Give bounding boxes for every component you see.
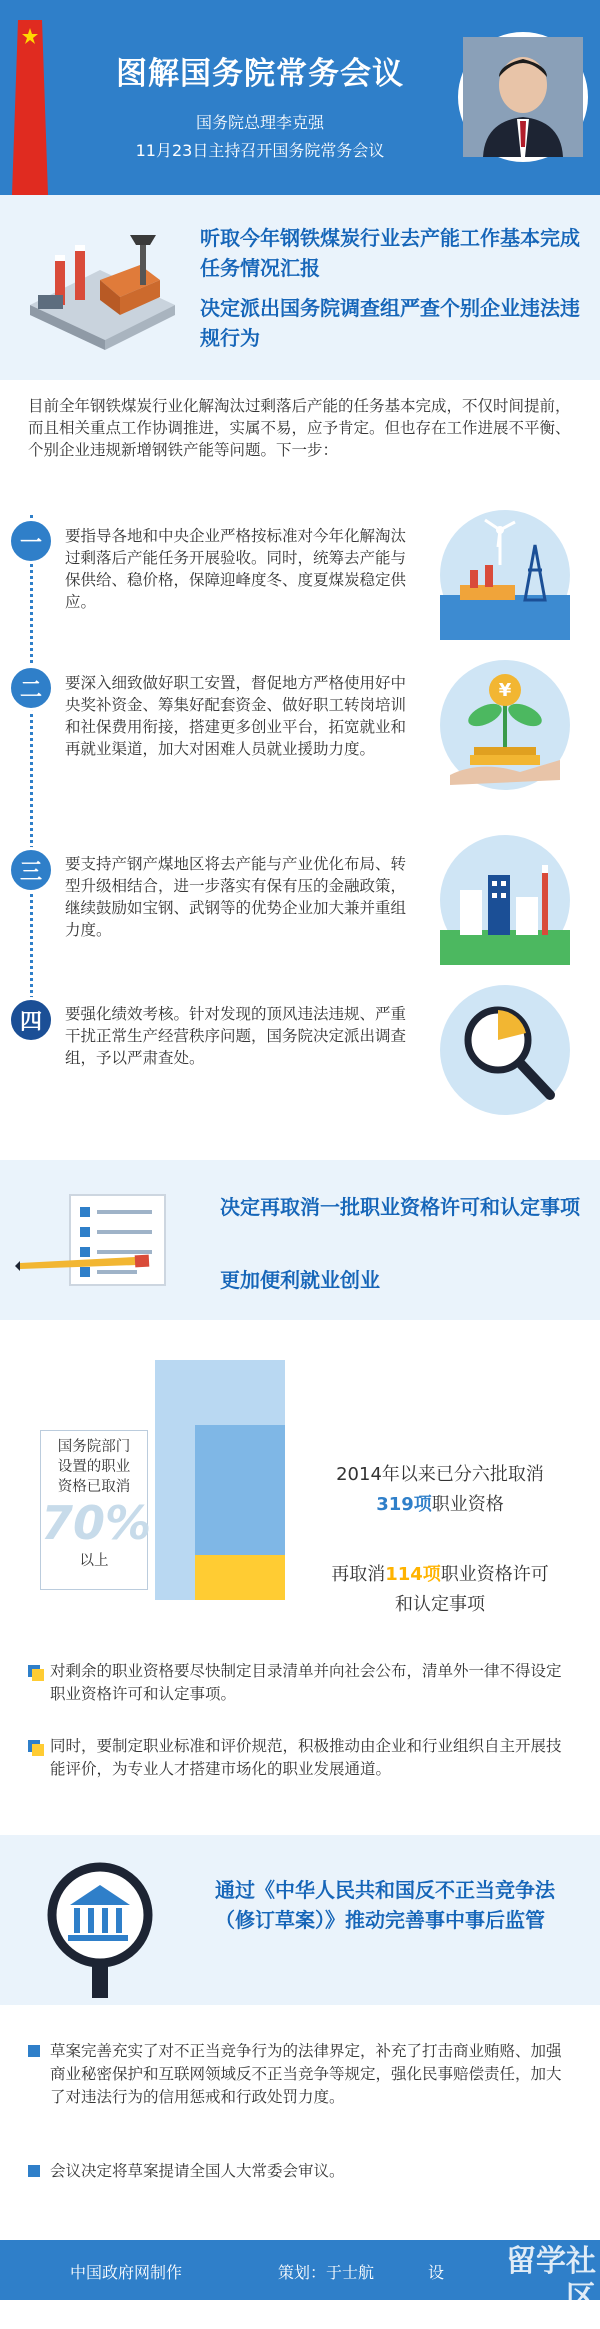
law-magnifier-icon (30, 1850, 180, 2000)
percent-box-line1: 国务院部门 (57, 1439, 131, 1455)
stat1-number: 319项 (376, 1494, 432, 1515)
section1-heading2: 决定派出国务院调查组严查个别企业违法违规行为 (200, 296, 580, 350)
stat1-prefix: 2014年以来已分六批取消 (336, 1464, 544, 1485)
section3-bullet-2 (28, 2160, 576, 2183)
footer (0, 2240, 600, 2329)
section2-header (0, 1160, 600, 1320)
bullet-square-icon (28, 2045, 40, 2057)
section2-heading1: 决定再取消一批职业资格许可和认定事项 (220, 1195, 580, 1219)
page-title: 图解国务院常务会议 (116, 56, 404, 92)
stat2-number: 114项 (385, 1564, 441, 1585)
section2-bullet-2 (28, 1735, 576, 1781)
section3-header (0, 1835, 600, 2005)
step-text-3: 要支持产钢产煤地区将去产能与产业优化布局、转型升级相结合，进一步落实有保有压的金融政策，继续鼓励如宝钢、武钢等的优势企业加大兼并重组力度。 (65, 855, 407, 939)
footer-producer: 中国政府网制作 (70, 2263, 183, 2282)
meeting-date: 11月23日主持召开国务院常务会议 (135, 141, 385, 160)
energy-supply-icon (440, 510, 570, 640)
stat-new-cancellation (300, 1560, 580, 1620)
qualification-stats (0, 1335, 600, 1615)
section3-bullet-1 (28, 2040, 576, 2109)
stat1-suffix: 职业资格 (431, 1494, 504, 1515)
section2-bullet-1-text: 对剩余的职业资格要尽快制定目录清单并向社会公布，清单外一律不得设定职业资格许可和认定事项。 (50, 1662, 562, 1703)
timeline-line (30, 515, 33, 1035)
section1-heading1: 听取今年钢铁煤炭行业去产能工作基本完成任务情况汇报 (200, 226, 580, 280)
step-text-1: 要指导各地和中央企业严格按标准对今年化解淘汰过剩落后产能任务开展验收。同时，统筹去产能与保供给、稳价格，保障迎峰度冬、度夏煤炭稳定供应。 (65, 527, 407, 611)
header-banner (0, 0, 600, 195)
percent-box-line2: 设置的职业 (57, 1459, 131, 1475)
watermark-url: bbs.liuxue86.com (498, 2316, 596, 2329)
step-number-4: 四 (8, 997, 54, 1043)
stat2-prefix: 再取消 (331, 1564, 386, 1585)
factory-icon (20, 225, 185, 355)
premier-portrait (458, 32, 588, 162)
section1-header (0, 195, 600, 380)
industry-upgrade-icon (440, 835, 570, 965)
watermark-text: 留学社区 (506, 2244, 596, 2315)
section3-bullet-2-text: 会议决定将草案提请全国人大常委会审议。 (50, 2162, 345, 2180)
bar-new-cancellation (195, 1555, 285, 1600)
stat2-suffix: 职业资格许可 (440, 1564, 549, 1585)
percent-value: 70% (41, 1496, 152, 1550)
money-growth-icon (440, 660, 570, 790)
bullet-square-accent-icon (32, 1744, 44, 1756)
section3-heading: 通过《中华人民共和国反不正当竞争法（修订草案）》推动完善事中事后监管 (215, 1878, 555, 1932)
portrait-image (463, 37, 583, 157)
section2-bullet-1 (28, 1660, 576, 1706)
section3-bullet-1-text: 草案完善充实了对不正当竞争行为的法律界定，补充了打击商业贿赂、加强商业秘密保护和互联网领域反不正当竞争等规定，强化民事赔偿责任，加大了对违法行为的信用惩戒和行政处罚力度。 (50, 2042, 562, 2106)
section1-intro: 目前全年钢铁煤炭行业化解淘汰过剩落后产能的任务基本完成，不仅时间提前，而且相关重点工作协调推进，实属不易，应予肯定。但也存在工作进展不平衡、个别企业违规新增钢铁产能等问题。下一步： (28, 397, 571, 459)
step-number-3: 三 (8, 847, 54, 893)
stat-cancelled-since-2014 (300, 1460, 580, 1520)
step-text-2: 要深入细致做好职工安置，督促地方严格使用好中央奖补资金、筹集好配套资金、做好职工转岗培训和社保费用衔接，搭建更多创业平台，拓宽就业和再就业渠道，加大对困难人员就业援助力度。 (65, 674, 407, 758)
footer-planner: 策划：于士航 (278, 2263, 375, 2282)
investigation-magnifier-icon (440, 985, 570, 1115)
section2-heading2: 更加便利就业创业 (220, 1268, 380, 1292)
checklist-icon (15, 1185, 205, 1295)
stat2-line2: 和认定事项 (395, 1594, 485, 1615)
bullet-square-icon (28, 2165, 40, 2177)
red-flag-icon (0, 0, 60, 195)
percent-box-line3: 资格已取消 (57, 1479, 131, 1495)
percent-box-line4: 以上 (79, 1553, 109, 1569)
step-number-2: 二 (8, 665, 54, 711)
step-number-1: 一 (8, 518, 54, 564)
step-text-4: 要强化绩效考核。针对发现的顶风违法违规、严重干扰正常生产经营秩序问题，国务院决定派出调查组，予以严肃查处。 (65, 1005, 407, 1067)
svg-text:¥: ¥ (498, 680, 512, 701)
bullet-square-accent-icon (32, 1669, 44, 1681)
section2-bullet-2-text: 同时，要制定职业标准和评价规范，积极推动由企业和行业组织自主开展技能评价，为专业人才搭建市场化的职业发展通道。 (50, 1737, 562, 1778)
percent-box (40, 1430, 152, 1590)
page-subtitle: 国务院总理李克强 (195, 113, 324, 132)
watermark (478, 2244, 596, 2329)
footer-design: 设 (428, 2263, 445, 2282)
